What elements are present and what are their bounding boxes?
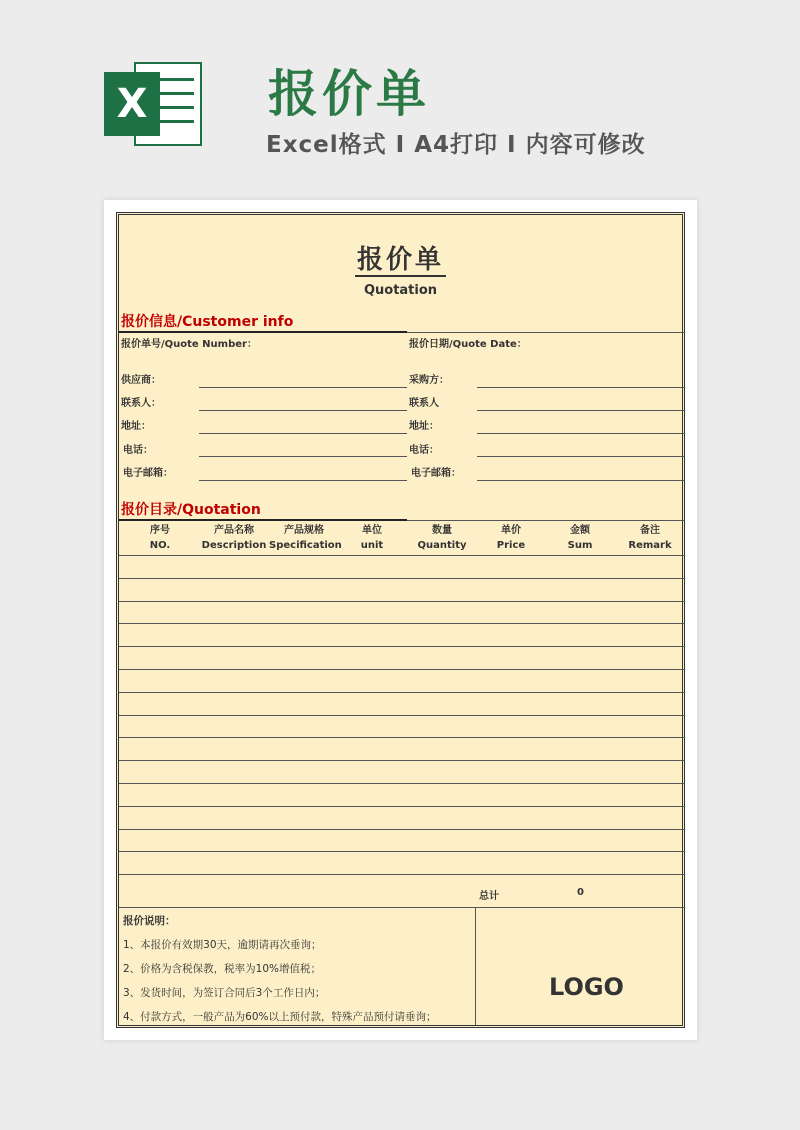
customer-info-heading: 报价信息/Customer info [121, 314, 294, 330]
email-input-line-left[interactable] [199, 480, 407, 481]
table-row-line [119, 578, 685, 579]
total-label: 总计 [479, 891, 499, 902]
table-row-line [119, 851, 685, 852]
phone-input-line-left[interactable] [199, 456, 407, 457]
col-remark-cn: 备注 [640, 525, 660, 536]
excel-icon [104, 56, 204, 152]
col-sum-en: Sum [567, 540, 593, 551]
note-item: 1、本报价有效期30天，逾期请再次垂询； [123, 939, 322, 951]
phone-label-left: 电话： [123, 445, 153, 456]
section-underline [119, 519, 407, 521]
contact-label-right: 联系人 [409, 398, 439, 409]
phone-input-line-right[interactable] [477, 456, 685, 457]
col-price-cn: 单价 [501, 525, 521, 536]
col-specification-cn: 产品规格 [284, 525, 324, 536]
total-value: 0 [577, 887, 584, 898]
supplier-label: 供应商： [121, 375, 161, 386]
col-quantity-cn: 数量 [432, 525, 452, 536]
col-no-en: NO. [149, 540, 171, 551]
section-underline [119, 331, 407, 333]
email-label-right: 电子邮箱： [411, 468, 461, 479]
col-description-cn: 产品名称 [214, 525, 254, 536]
table-row-line [119, 760, 685, 761]
col-price-en: Price [496, 540, 526, 551]
col-sum-cn: 金额 [570, 525, 590, 536]
email-input-line-right[interactable] [477, 480, 685, 481]
notes-title: 报价说明： [123, 915, 176, 927]
table-row-line [119, 669, 685, 670]
col-description-en: Description [201, 540, 267, 551]
table-row-line [119, 874, 685, 875]
table-row-line [119, 783, 685, 784]
buyer-input-line[interactable] [477, 387, 685, 388]
doc-subtitle: Quotation [363, 283, 438, 298]
logo-placeholder: LOGO [549, 973, 624, 1001]
col-quantity-en: Quantity [417, 540, 467, 551]
table-row-line [119, 623, 685, 624]
row-line [407, 520, 685, 521]
quote-date-label: 报价日期/Quote Date： [409, 339, 527, 350]
email-label-left: 电子邮箱： [123, 468, 173, 479]
notes-divider [475, 907, 476, 1025]
col-quantity [407, 523, 477, 553]
contact-label-left: 联系人： [121, 398, 161, 409]
address-label-left: 地址： [121, 421, 151, 432]
table-row-line [119, 806, 685, 807]
note-item: 4、付款方式，一般产品为60%以上预付款，特殊产品预付请垂询； [123, 1011, 437, 1023]
col-sum [545, 523, 615, 553]
notes-top-line [119, 907, 685, 908]
col-unit-cn: 单位 [362, 525, 382, 536]
table-row-line [119, 737, 685, 738]
table-row-line [119, 692, 685, 693]
quote-number-label: 报价单号/Quote Number： [121, 339, 257, 350]
col-unit-en: unit [360, 540, 384, 551]
page-title: 报价单 [268, 65, 430, 123]
col-no-cn: 序号 [150, 525, 170, 536]
col-price [476, 523, 546, 553]
note-item: 3、发货时间，为签订合同后3个工作日内； [123, 987, 326, 999]
contact-input-line-right[interactable] [477, 410, 685, 411]
excel-x-badge: X [104, 72, 160, 136]
address-label-right: 地址： [409, 421, 439, 432]
document-frame [116, 212, 685, 1028]
col-no [125, 523, 195, 553]
table-row-line [119, 601, 685, 602]
doc-title [119, 239, 682, 276]
address-input-line-left[interactable] [199, 433, 407, 434]
col-remark [615, 523, 685, 553]
quotation-document [104, 200, 697, 1040]
buyer-label: 采购方： [409, 375, 449, 386]
table-row-line [119, 646, 685, 647]
quotation-heading: 报价目录/Quotation [121, 502, 261, 518]
note-item: 2、价格为含税保教，税率为10%增值税； [123, 963, 322, 975]
doc-title-text: 报价单 [356, 245, 444, 275]
col-specification [269, 523, 342, 553]
phone-label-right: 电话： [409, 445, 439, 456]
table-row-line [119, 715, 685, 716]
col-description [199, 523, 269, 553]
address-input-line-right[interactable] [477, 433, 685, 434]
col-unit [337, 523, 407, 553]
col-remark-en: Remark [628, 540, 672, 551]
table-row-line [119, 555, 685, 556]
row-line [407, 332, 685, 333]
contact-input-line-left[interactable] [199, 410, 407, 411]
supplier-input-line[interactable] [199, 387, 407, 388]
col-specification-en: Specification [269, 540, 342, 551]
page-subtitle: Excel格式 I A4打印 I 内容可修改 [266, 132, 646, 158]
table-row-line [119, 829, 685, 830]
